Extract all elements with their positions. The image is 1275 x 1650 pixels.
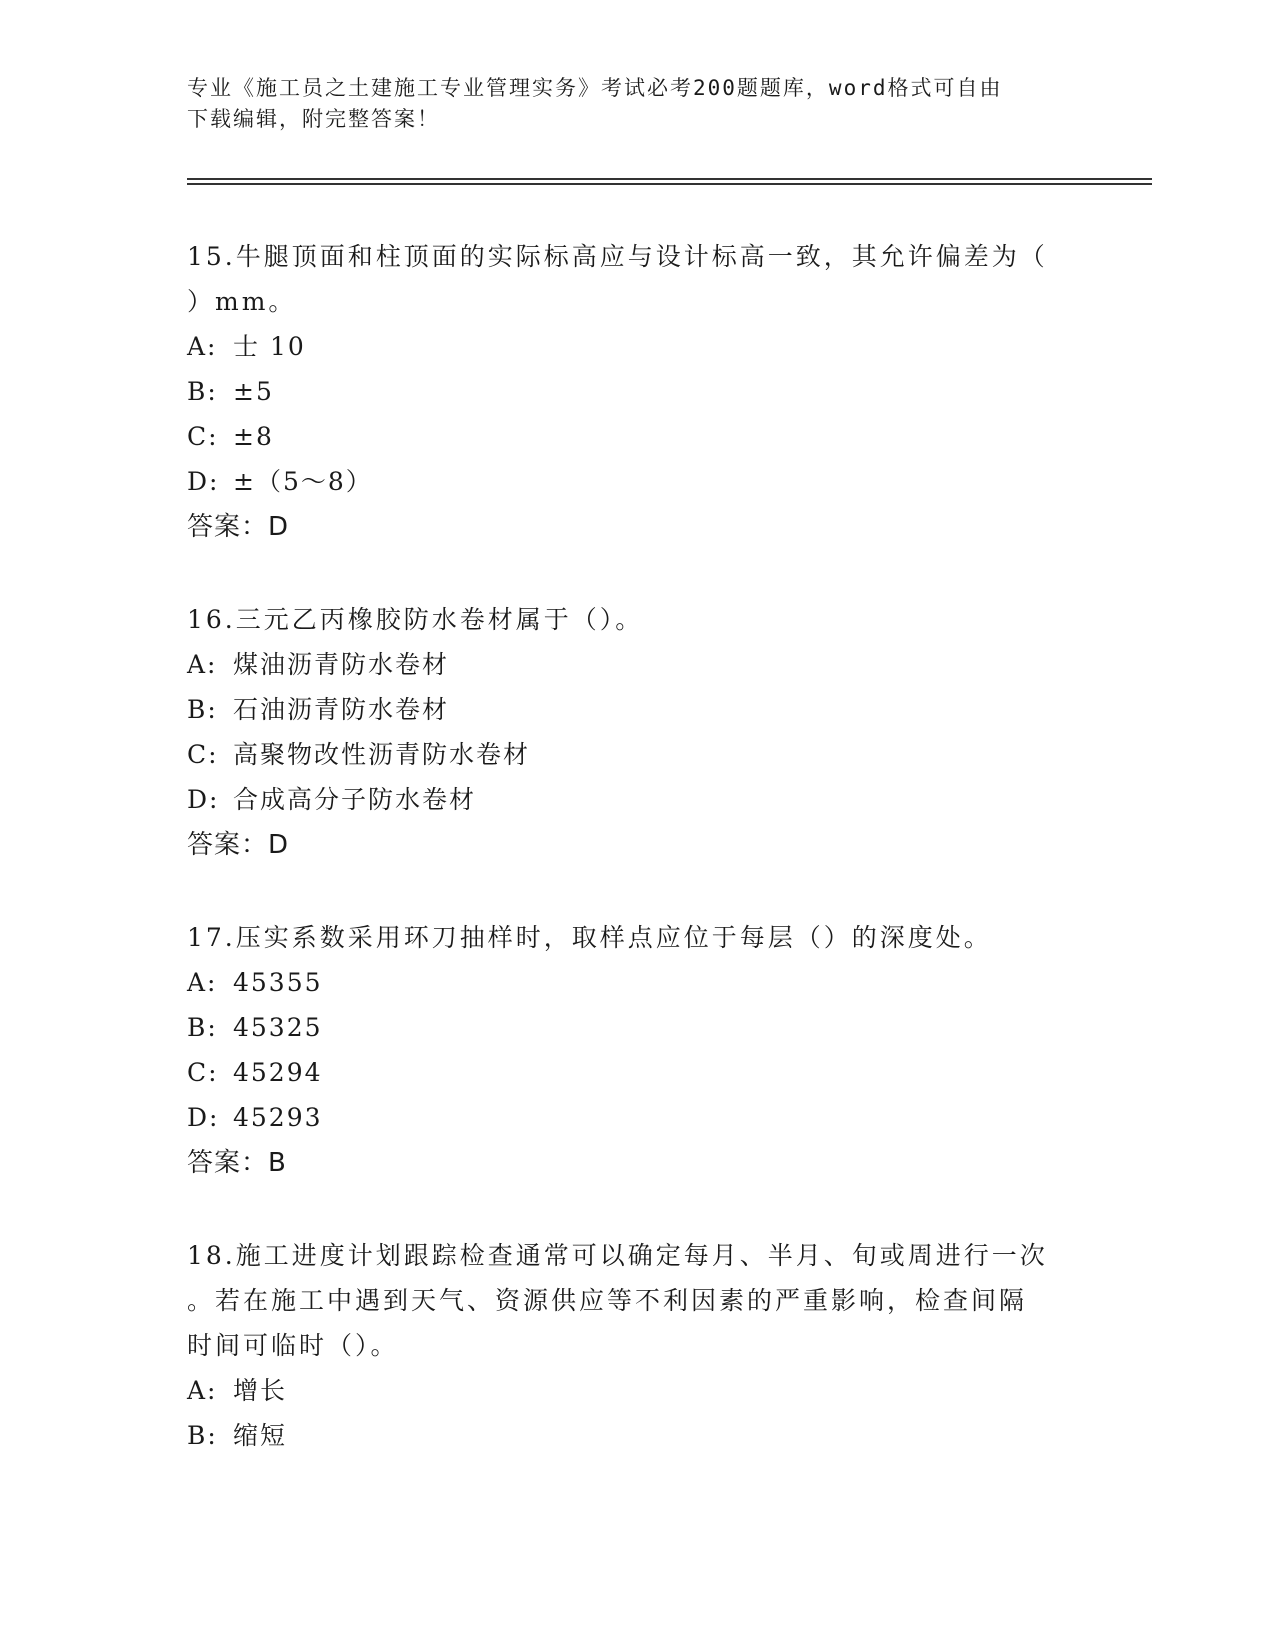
question-17 xyxy=(187,915,1087,1186)
option-value: 石油沥青防水卷材 xyxy=(233,695,450,724)
option-b xyxy=(187,369,1087,414)
option-key: D: xyxy=(187,785,220,814)
header-line-2: 下载编辑，附完整答案！ xyxy=(187,107,440,131)
option-key: A: xyxy=(187,1376,218,1405)
question-text-line: ）mm。 xyxy=(187,287,297,316)
option-key: C: xyxy=(187,740,219,769)
option-value: 煤油沥青防水卷材 xyxy=(233,650,450,679)
option-key: A: xyxy=(187,332,218,361)
question-16 xyxy=(187,597,1087,868)
option-b xyxy=(187,687,1087,732)
option-value: 增长 xyxy=(233,1376,288,1405)
option-d xyxy=(187,1095,1087,1140)
option-key: A: xyxy=(187,650,218,679)
answer-label: 答案：D xyxy=(187,830,290,860)
option-key: C: xyxy=(187,422,219,451)
question-text-line: 。若在施工中遇到天气、资源供应等不利因素的严重影响，检查间隔 xyxy=(187,1286,1028,1315)
option-b xyxy=(187,1413,1087,1458)
option-value: 45293 xyxy=(233,1103,323,1132)
question-18 xyxy=(187,1233,1087,1458)
question-text-line: 15.牛腿顶面和柱顶面的实际标高应与设计标高一致，其允许偏差为（ xyxy=(187,242,1048,271)
option-a xyxy=(187,1368,1087,1413)
document-header xyxy=(187,73,1067,135)
option-value: 合成高分子防水卷材 xyxy=(233,785,477,814)
answer-label: 答案：B xyxy=(187,1148,287,1178)
option-value: 45355 xyxy=(233,968,323,997)
option-key: C: xyxy=(187,1058,219,1087)
question-text-line: 时间可临时（）。 xyxy=(187,1331,399,1360)
answer-label: 答案：D xyxy=(187,512,290,542)
option-value: 缩短 xyxy=(233,1421,288,1450)
option-value: 士 10 xyxy=(233,332,306,361)
option-c xyxy=(187,732,1087,777)
option-key: D: xyxy=(187,1103,220,1132)
option-d xyxy=(187,459,1087,504)
option-a xyxy=(187,642,1087,687)
option-b xyxy=(187,1005,1087,1050)
option-c xyxy=(187,414,1087,459)
option-value: 45294 xyxy=(233,1058,323,1087)
header-divider-top xyxy=(187,178,1152,180)
question-text-line: 16.三元乙丙橡胶防水卷材属于（）。 xyxy=(187,605,644,634)
option-key: B: xyxy=(187,1013,218,1042)
question-text-line: 17.压实系数采用环刀抽样时，取样点应位于每层（）的深度处。 xyxy=(187,923,992,952)
option-value: ±5 xyxy=(233,377,274,406)
option-key: D: xyxy=(187,467,220,496)
option-a xyxy=(187,960,1087,1005)
option-c xyxy=(187,1050,1087,1095)
option-key: B: xyxy=(187,1421,218,1450)
question-15 xyxy=(187,234,1087,550)
header-line-1: 专业《施工员之土建施工专业管理实务》考试必考200题题库，word格式可自由 xyxy=(187,76,1003,100)
question-text-line: 18.施工进度计划跟踪检查通常可以确定每月、半月、旬或周进行一次 xyxy=(187,1241,1048,1270)
header-divider-bottom xyxy=(187,183,1152,185)
option-a xyxy=(187,324,1087,369)
option-value: 45325 xyxy=(233,1013,323,1042)
option-value: ±8 xyxy=(233,422,274,451)
option-key: B: xyxy=(187,377,218,406)
option-value: ±（5～8） xyxy=(233,467,373,496)
option-value: 高聚物改性沥青防水卷材 xyxy=(233,740,531,769)
option-key: B: xyxy=(187,695,218,724)
option-key: A: xyxy=(187,968,218,997)
option-d xyxy=(187,777,1087,822)
